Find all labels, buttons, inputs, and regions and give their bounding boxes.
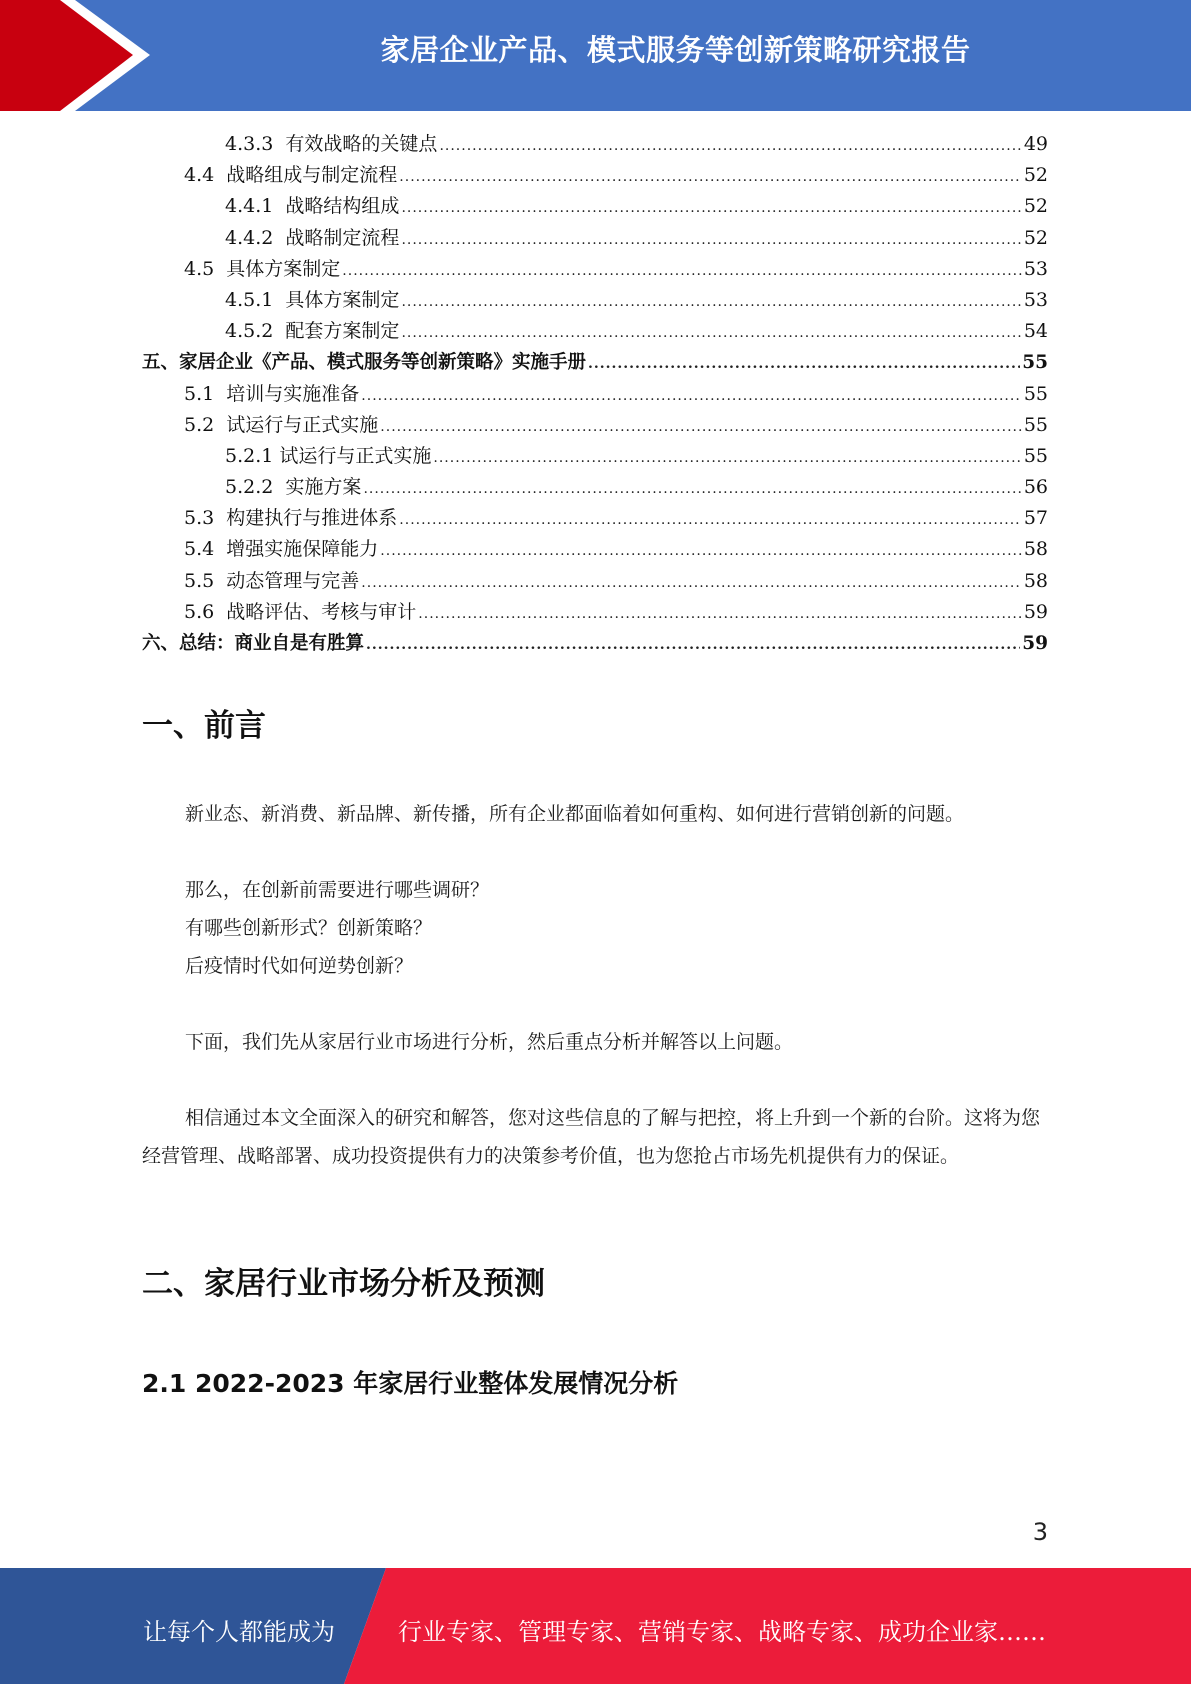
toc-entry-title: 4.5.1 具体方案制定 [225,288,400,311]
toc-entry[interactable] [142,566,1048,597]
table-of-contents [142,129,1048,659]
toc-dot-leader [361,568,1022,599]
toc-entry-page: 56 [1023,476,1048,499]
toc-dot-leader [439,131,1021,162]
toc-entry-title: 5.5 动态管理与完善 [184,569,360,592]
preface-question-3: 后疫情时代如何逆势创新？ [185,955,414,977]
toc-entry-title: 5.2 试运行与正式实施 [184,413,379,436]
toc-dot-leader [361,381,1022,412]
toc-entry-page: 59 [1022,633,1048,654]
toc-dot-leader [342,256,1022,287]
toc-dot-leader [401,287,1021,318]
toc-entry[interactable] [142,472,1048,503]
toc-entry[interactable] [142,534,1048,565]
toc-entry[interactable] [142,316,1048,347]
toc-dot-leader [401,225,1021,256]
toc-entry[interactable] [142,254,1048,285]
page-number: 3 [1032,1518,1048,1546]
toc-entry[interactable] [142,160,1048,191]
toc-dot-leader [380,412,1022,443]
toc-entry-page: 55 [1023,413,1048,436]
toc-dot-leader [399,162,1022,193]
toc-entry-title: 5.1 培训与实施准备 [184,382,360,405]
toc-entry-title: 4.5 具体方案制定 [184,257,341,280]
toc-dot-leader [401,318,1021,349]
toc-entry-title: 六、总结：商业自是有胜算 [142,633,365,654]
toc-dot-leader [418,599,1022,630]
preface-paragraph-3: 相信通过本文全面深入的研究和解答，您对这些信息的了解与把控，将上升到一个新的台阶。这将为您经营管理、战略部署、成功投资提供有力的决策参考价值，也为您抢占市场先机提供有力的保证。 [142,1107,1041,1167]
subsection-title-2-1: 2.1 2022-2023 年家居行业整体发展情况分析 [142,1369,679,1398]
toc-entry[interactable] [142,129,1048,160]
header-title: 家居企业产品、模式服务等创新策略研究报告 [380,33,971,67]
toc-dot-leader [399,505,1022,536]
toc-entry-title: 5.6 战略评估、考核与审计 [184,600,417,623]
toc-entry-page: 54 [1023,320,1048,343]
toc-entry-title: 4.5.2 配套方案制定 [225,320,400,343]
toc-dot-leader [366,630,1020,661]
toc-entry-title: 4.3.3 有效战略的关键点 [225,133,438,155]
toc-entry-page: 49 [1023,133,1048,155]
preface-paragraph-2: 下面，我们先从家居行业市场进行分析，然后重点分析并解答以上问题。 [185,1031,794,1053]
toc-entry-page: 55 [1023,382,1048,405]
page-footer [0,1568,1191,1684]
footer-slogan-right: 行业专家、管理专家、营销专家、战略专家、成功企业家…… [398,1618,1046,1646]
toc-entry-page: 52 [1023,226,1048,249]
toc-entry[interactable] [142,223,1048,254]
section-title-market-analysis: 二、家居行业市场分析及预测 [142,1266,545,1302]
toc-entry-title: 5.2.2 实施方案 [225,476,362,499]
toc-entry-title: 4.4 战略组成与制定流程 [184,164,398,187]
toc-entry-title: 5.2.1 试运行与正式实施 [225,444,432,467]
preface-question-1: 那么，在创新前需要进行哪些调研？ [185,879,490,901]
toc-entry[interactable] [142,379,1048,410]
toc-entry-page: 59 [1023,600,1048,623]
toc-entry-page: 53 [1023,257,1048,280]
toc-entry[interactable] [142,410,1048,441]
toc-entry[interactable] [142,285,1048,316]
toc-entry-title: 5.4 增强实施保障能力 [184,538,379,561]
footer-slogan-left: 让每个人都能成为 [143,1618,335,1646]
toc-dot-leader [433,443,1021,474]
toc-dot-leader [380,536,1022,567]
toc-entry[interactable] [142,441,1048,472]
toc-entry-page: 58 [1023,538,1048,561]
toc-entry-title: 4.4.1 战略结构组成 [225,195,400,218]
toc-entry[interactable] [142,347,1048,378]
toc-entry-page: 55 [1023,444,1048,467]
toc-entry-title: 4.4.2 战略制定流程 [225,226,400,249]
toc-entry-title: 五、家居企业《产品、模式服务等创新策略》实施手册 [142,352,587,374]
toc-entry-page: 58 [1023,569,1048,592]
toc-entry-page: 57 [1023,507,1048,530]
toc-entry-title: 5.3 构建执行与推进体系 [184,507,398,530]
toc-entry[interactable] [142,628,1048,659]
preface-paragraph-1: 新业态、新消费、新品牌、新传播，所有企业都面临着如何重构、如何进行营销创新的问题。 [185,803,965,825]
toc-dot-leader [363,474,1021,505]
toc-dot-leader [588,349,1020,380]
toc-entry[interactable] [142,503,1048,534]
toc-entry[interactable] [142,191,1048,222]
toc-entry-page: 52 [1023,164,1048,187]
toc-entry-page: 55 [1022,352,1048,374]
toc-entry-page: 52 [1023,195,1048,218]
page-header [0,0,1191,111]
toc-entry-page: 53 [1023,288,1048,311]
preface-question-2: 有哪些创新形式？创新策略？ [185,917,433,939]
section-title-preface: 一、前言 [142,708,266,744]
toc-entry[interactable] [142,597,1048,628]
toc-dot-leader [401,193,1021,224]
